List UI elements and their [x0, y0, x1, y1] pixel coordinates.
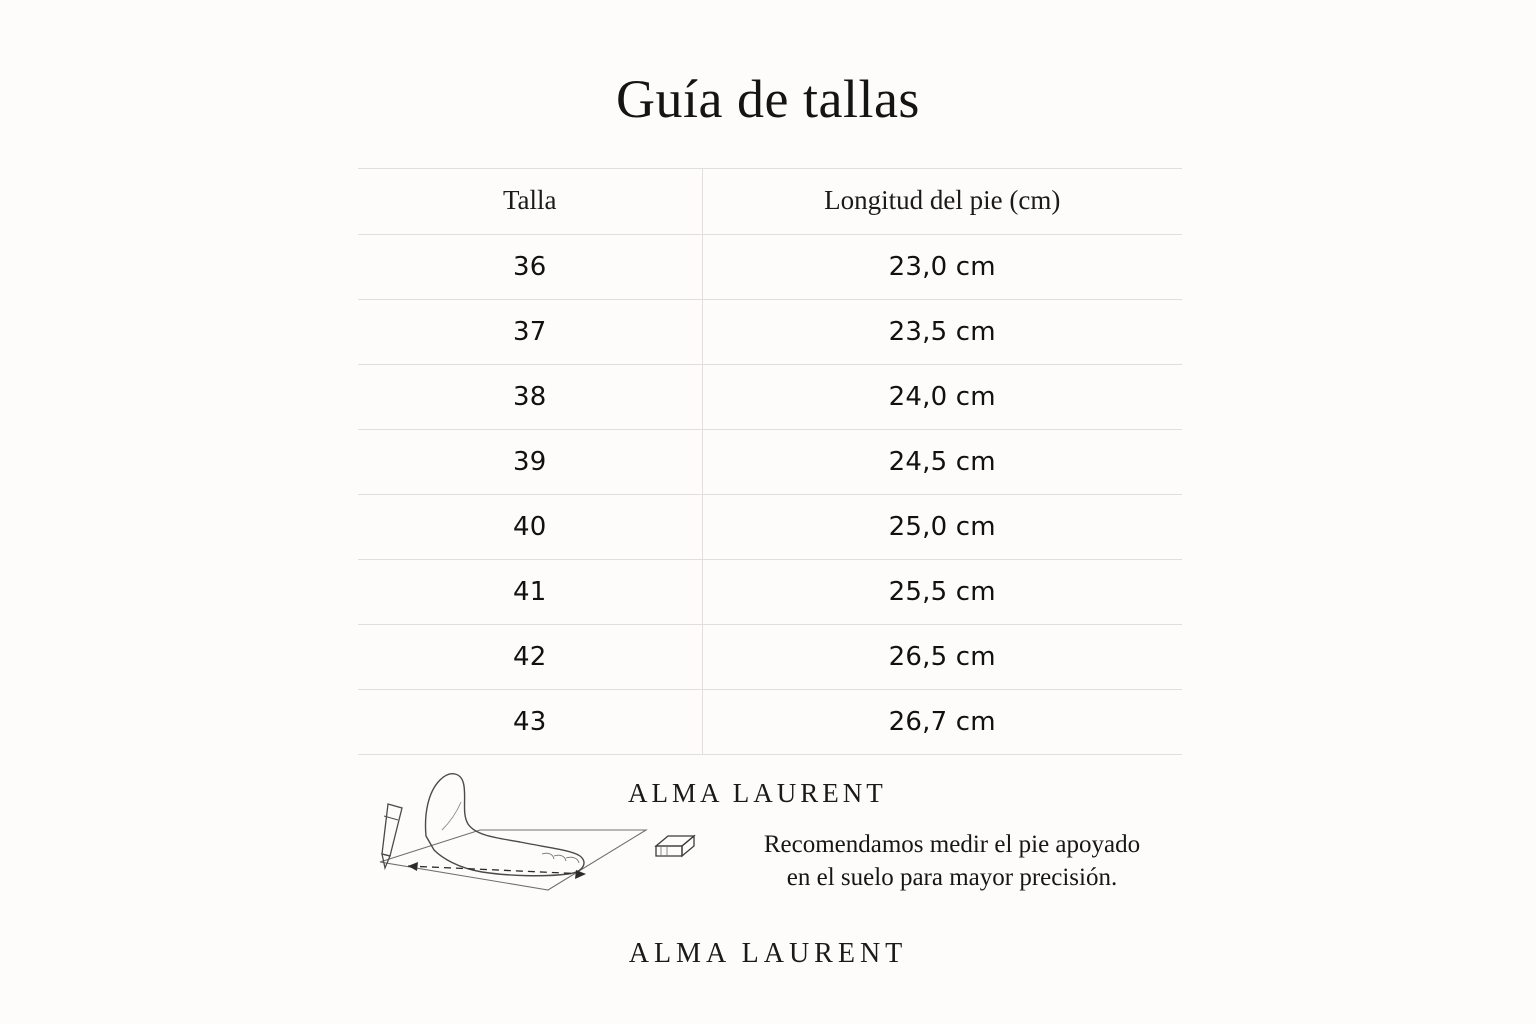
toe-line — [542, 853, 554, 859]
cell-talla: 42 — [358, 625, 702, 690]
cell-longitud: 25,5 cm — [702, 560, 1182, 625]
note-text — [712, 828, 1192, 894]
cell-talla: 37 — [358, 300, 702, 365]
cell-talla: 36 — [358, 235, 702, 300]
foot-ankle-line — [442, 802, 461, 830]
cell-longitud: 24,5 cm — [702, 430, 1182, 495]
table-row — [358, 430, 1182, 495]
foot-measurement-illustration — [358, 762, 658, 912]
cell-talla: 38 — [358, 365, 702, 430]
table-row — [358, 300, 1182, 365]
footer-section — [358, 762, 1182, 922]
cell-longitud: 23,5 cm — [702, 300, 1182, 365]
column-header-talla: Talla — [358, 169, 702, 235]
toe-line — [554, 855, 566, 861]
note-line-2: en el suelo para mayor precisión. — [786, 864, 1118, 891]
table-row — [358, 690, 1182, 755]
table-row — [358, 235, 1182, 300]
toe-line — [566, 857, 579, 863]
page-title: Guía de tallas — [616, 69, 920, 129]
cell-talla: 39 — [358, 430, 702, 495]
cell-longitud: 26,5 cm — [702, 625, 1182, 690]
cell-talla: 40 — [358, 495, 702, 560]
cell-talla: 43 — [358, 690, 702, 755]
size-table — [358, 168, 1182, 755]
brand-name: ALMA LAURENT — [628, 778, 887, 808]
measure-arrow — [408, 862, 586, 879]
cell-longitud: 23,0 cm — [702, 235, 1182, 300]
brand-footer: ALMA LAURENT — [628, 938, 908, 969]
table-header-row — [358, 169, 1182, 235]
foot-outline — [426, 774, 584, 876]
eraser-icon — [652, 832, 698, 862]
paper-sheet — [380, 830, 646, 890]
table-row — [358, 495, 1182, 560]
table-row — [358, 560, 1182, 625]
column-header-longitud: Longitud del pie (cm) — [702, 169, 1182, 235]
measurement-note — [652, 828, 1192, 894]
table-row — [358, 365, 1182, 430]
cell-longitud: 24,0 cm — [702, 365, 1182, 430]
table-row — [358, 625, 1182, 690]
note-line-1: Recomendamos medir el pie apoyado — [763, 831, 1141, 858]
cell-longitud: 26,7 cm — [702, 690, 1182, 755]
cell-talla: 41 — [358, 560, 702, 625]
cell-longitud: 25,0 cm — [702, 495, 1182, 560]
